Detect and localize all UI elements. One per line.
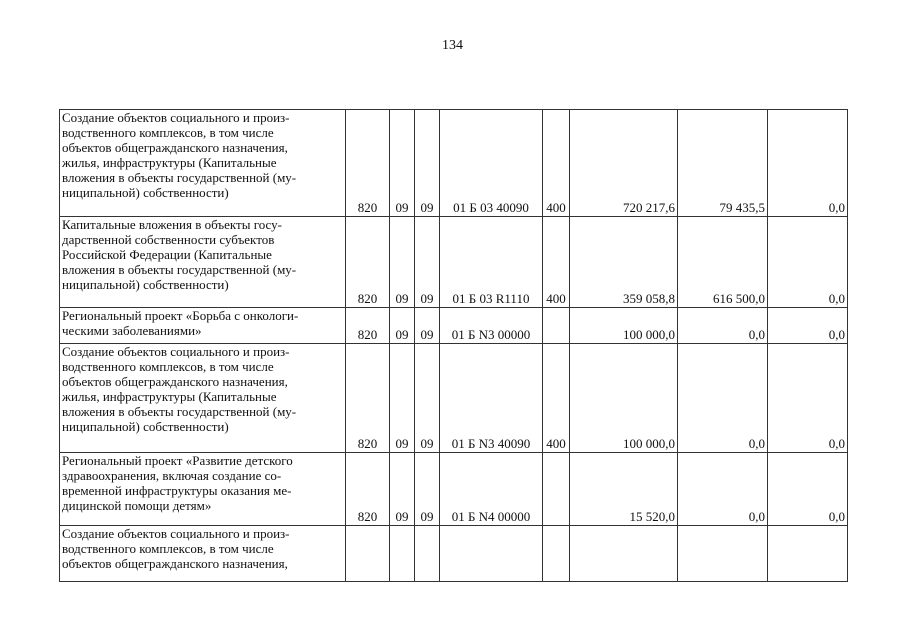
subsection-code (415, 526, 440, 582)
value-2 (678, 526, 768, 582)
value-1 (570, 526, 678, 582)
subsection-code: 09 (415, 217, 440, 308)
ministry-code: 820 (346, 344, 390, 453)
table-row (60, 217, 848, 308)
row-name: Региональный проект «Развитие детского здравоохранения, включая создание со- временной инфраструктуры оказания ме- дицинской помощи детям» (60, 453, 346, 526)
value-2: 616 500,0 (678, 217, 768, 308)
table-row (60, 110, 848, 217)
value-3: 0,0 (768, 453, 848, 526)
table-row (60, 453, 848, 526)
value-3: 0,0 (768, 308, 848, 344)
value-2: 79 435,5 (678, 110, 768, 217)
value-3 (768, 526, 848, 582)
type-code: 400 (543, 110, 570, 217)
value-3: 0,0 (768, 344, 848, 453)
row-name: Региональный проект «Борьба с онкологи- ческими заболеваниями» (60, 308, 346, 344)
value-1: 100 000,0 (570, 344, 678, 453)
target-code: 01 Б 03 40090 (440, 110, 543, 217)
table-row (60, 344, 848, 453)
type-code (543, 526, 570, 582)
row-name: Капитальные вложения в объекты госу- дарственной собственности субъектов Российской Федерации (Капитальные вложения в объекты государственной (му- ниципальной) собственности) (60, 217, 346, 308)
table-row (60, 308, 848, 344)
subsection-code: 09 (415, 453, 440, 526)
value-1: 359 058,8 (570, 217, 678, 308)
budget-table (59, 109, 848, 582)
value-1: 15 520,0 (570, 453, 678, 526)
type-code (543, 308, 570, 344)
section-code: 09 (390, 308, 415, 344)
target-code: 01 Б 03 R1110 (440, 217, 543, 308)
section-code: 09 (390, 344, 415, 453)
value-3: 0,0 (768, 217, 848, 308)
ministry-code (346, 526, 390, 582)
ministry-code: 820 (346, 217, 390, 308)
ministry-code: 820 (346, 308, 390, 344)
page-number: 134 (442, 38, 463, 53)
subsection-code: 09 (415, 110, 440, 217)
value-2: 0,0 (678, 308, 768, 344)
table-row (60, 526, 848, 582)
value-2: 0,0 (678, 344, 768, 453)
type-code: 400 (543, 217, 570, 308)
type-code (543, 453, 570, 526)
target-code (440, 526, 543, 582)
type-code: 400 (543, 344, 570, 453)
ministry-code: 820 (346, 110, 390, 217)
subsection-code: 09 (415, 344, 440, 453)
section-code: 09 (390, 110, 415, 217)
value-1: 100 000,0 (570, 308, 678, 344)
row-name: Создание объектов социального и произ- водственного комплексов, в том числе объектов общегражданского назначения, (60, 526, 346, 582)
section-code: 09 (390, 453, 415, 526)
target-code: 01 Б N4 00000 (440, 453, 543, 526)
ministry-code: 820 (346, 453, 390, 526)
target-code: 01 Б N3 00000 (440, 308, 543, 344)
target-code: 01 Б N3 40090 (440, 344, 543, 453)
subsection-code: 09 (415, 308, 440, 344)
row-name: Создание объектов социального и произ- водственного комплексов, в том числе объектов общегражданского назначения, жилья, инфраструктуры (Капитальные вложения в объекты государственной (му- ниципальной) собственности) (60, 110, 346, 217)
value-2: 0,0 (678, 453, 768, 526)
row-name: Создание объектов социального и произ- водственного комплексов, в том числе объектов общегражданского назначения, жилья, инфраструктуры (Капитальные вложения в объекты государственной (му- ниципальной) собственности) (60, 344, 346, 453)
section-code: 09 (390, 217, 415, 308)
section-code (390, 526, 415, 582)
value-1: 720 217,6 (570, 110, 678, 217)
value-3: 0,0 (768, 110, 848, 217)
